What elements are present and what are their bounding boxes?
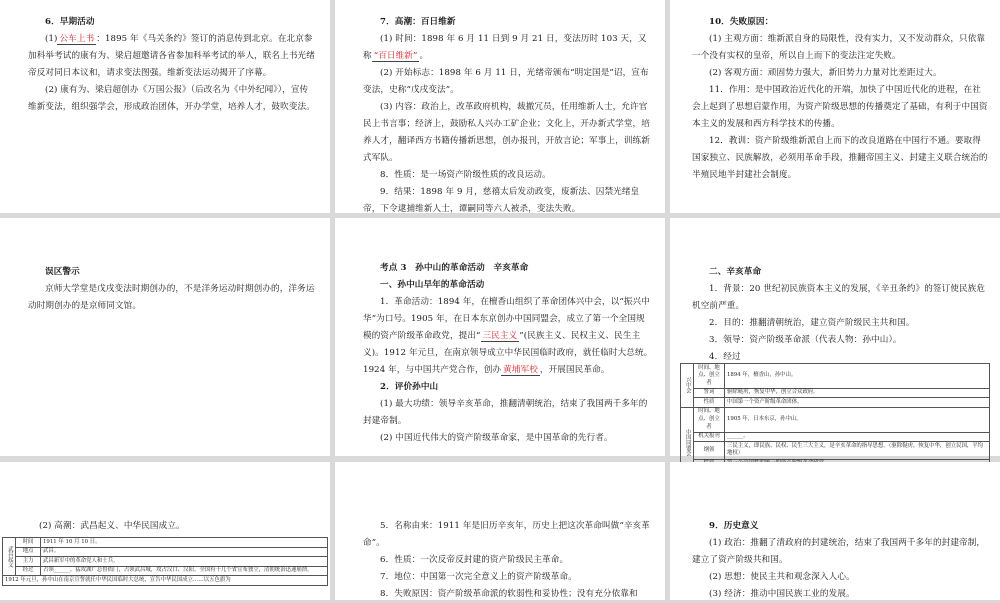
- slide-sun-yat-sen: [335, 218, 665, 456]
- table-row: 主力 武昌新军中的革命党人和士兵。: [3, 557, 328, 567]
- paragraph: 2．目的：推翻清朝统治，建立资产阶级民主共和国。: [709, 318, 915, 328]
- paragraph: 12．教训：资产阶级维新派自上而下的改良道路在中国行不通。要取得国家独立、民族解放，必须用革命手段，推翻帝国主义、封建主义联合统治的半殖民地半封建社会制度。: [692, 136, 988, 180]
- table-row: 武昌起义 时间 1911 年 10 月 10 日。: [3, 538, 328, 548]
- section-title: 7．高潮：百日维新: [380, 17, 456, 27]
- paragraph: (2) 高潮：武昌起义、中华民国成立。: [39, 521, 185, 531]
- fill-answer: 黄埔军校: [503, 365, 538, 375]
- fill-answer: 公车上书: [59, 34, 95, 44]
- table-row: 地点 武昌。: [3, 547, 328, 557]
- paragraph: 1．革命活动：1894 年，在檀香山组织了革命团体兴中会，以“振兴中华”为口号。1905 年，在日本东京创办中国同盟会，成立了第一个全国规模的资产阶级革命政党，提出“ 三民主义 ”(民族主义、民权主义、民生主义)。1912 年元旦，在南京领导成立中华民国临时政府，就任临时大总统。1924 年，与中国共产党合作，创办 黄埔军校 ，开展国民革命。: [363, 297, 653, 375]
- section-title: 10．失败原因：: [709, 17, 774, 27]
- paragraph: (1) 公车上书 ：1895 年《马关条约》签订的消息传到北京。在北京参加科举考试的康有为、梁启超邀请各省参加科举考试的举人，联名上书光绪帝反对同日本议和，请求变法图强。维新变法运动揭开了序幕。: [28, 34, 315, 78]
- paragraph: (2) 思想：使民主共和观念深入人心。: [709, 572, 855, 582]
- section-title: 二、辛亥革命: [709, 267, 762, 277]
- paragraph: 京师大学堂是戊戌变法时期创办的，不是洋务运动时期创办的，洋务运动时期创办的是京师同文馆。: [28, 284, 315, 311]
- paragraph: 6．性质：一次反帝反封建的资产阶级民主革命。: [380, 555, 569, 565]
- paragraph: 8．失败原因：资产阶级革命派的软弱性和妥协性；没有充分依靠和: [380, 589, 638, 599]
- table-row: 纲领 三民主义，即民族、民权、民生三大主义，是辛亥革命的指导思想。（驱除鞑虏，恢复中华，创立民国，平均地权）: [681, 442, 990, 459]
- subsection-title: 2．评价孙中山: [380, 382, 439, 392]
- paragraph: (2) 客观方面：顽固势力强大，新旧势力力量对比差距过大。: [709, 68, 942, 78]
- slide-wuchang-uprising: [0, 462, 330, 600]
- paragraph: 1．背景：20 世纪初民族资本主义的发展，《辛丑条约》的签订使民族危机空前严重。: [692, 284, 986, 311]
- paragraph: (3) 内容：政治上，改革政府机构，裁撤冗员，任用维新人士，允许官民上书言事；经济上，鼓励私人兴办工矿企业；文化上，开办新式学堂，培养人才，翻译西方书籍传播新思想，创办报刊，开放言论；军事上，训练新式军队。: [363, 102, 650, 163]
- slide-failure-reasons: [670, 0, 1000, 213]
- paragraph: (3) 经济：推动中国民族工业的发展。: [709, 589, 855, 599]
- fill-answer: 三民主义: [482, 331, 518, 341]
- paragraph: (1) 主观方面：维新派自身的局限性，没有实力，又不发动群众，只依靠一个没有实权的皇帝，所以自上而下的变法注定失败。: [692, 34, 986, 61]
- table-row: 经过 占领______，猛攻湖广总督衙门，占领武昌城，攻占汉口、汉阳。全国有十几个省宣布独立，清朝统治迅速崩溃。: [3, 566, 328, 576]
- paragraph: (1) 时间：1898 年 6 月 11 日到 9 月 21 日，变法历时 103 天，又称 “百日维新” 。: [363, 34, 647, 61]
- slide-historical-significance: [670, 462, 1000, 600]
- paragraph: 11．作用：是中国政治近代化的开端，加快了中国近代化的进程，在社会上起到了思想启蒙作用，为资产阶级思想的传播奠定了基础，有利于中国资本主义的发展和西方科学技术的传播。: [692, 85, 988, 129]
- paragraph: (2) 中国近代伟大的资产阶级革命家，是中国革命的先行者。: [380, 433, 613, 443]
- paragraph: 4．经过: [709, 352, 741, 362]
- paragraph: (1) 政治：推翻了清政府的封建统治，结束了我国两千多年的封建帝制，建立了资产阶级共和国。: [692, 538, 986, 565]
- group-label: 兴中会: [681, 364, 694, 408]
- section-title: 考点 3 孙中山的革命活动 辛亥革命: [380, 263, 529, 273]
- slide-early-activities: [0, 0, 330, 213]
- paragraph: (2) 康有为、梁启超创办《万国公报》（后改名为《中外纪闻》），宣传维新变法，组织强学会，形成政治团体，开办学堂，培养人才，鼓吹变法。: [28, 85, 315, 112]
- group-label: 武昌起义: [3, 538, 16, 576]
- paragraph: 3．领导：资产阶级革命派（代表人物：孙中山）。: [709, 335, 902, 345]
- section-title: 6．早期活动: [45, 17, 95, 27]
- section-title: 误区警示: [45, 267, 80, 277]
- slide-xinhai-revolution: [670, 218, 1000, 456]
- paragraph: 8．性质：是一场资产阶级性质的改良运动。: [380, 170, 551, 180]
- section-title: 9．历史意义: [709, 521, 759, 531]
- paragraph: (1) 最大功绩：领导辛亥革命，推翻清朝统治，结束了我国两千多年的封建帝制。: [363, 399, 648, 426]
- uprising-table: [2, 537, 328, 586]
- paragraph: (2) 开始标志：1898 年 6 月 11 日，光绪帝颁布“明定国是”诏，宣布变法，史称“戊戌变法”。: [363, 68, 649, 95]
- fill-answer: “百日维新”: [373, 51, 418, 61]
- table-row: 1912 年元旦，孙中山在南京宣誓就任中华民国临时大总统，宣告中华民国成立……以五色旗为: [3, 576, 328, 586]
- slide-misconception-warning: [0, 218, 330, 456]
- table-row: 誓词 驱除鞑虏，恢复中华，创立合众政府。: [681, 388, 990, 398]
- table-row: 兴中会 时间、地点、创立者 1894 年，檀香山，孙中山。: [681, 364, 990, 389]
- paragraph: 9．结果：1898 年 9 月，慈禧太后发动政变，废新法、囚禁光绪皇帝，下令逮捕维新人士，谭嗣同等六人被杀，变法失败。: [363, 187, 640, 214]
- paragraph: 7．地位：中国第一次完全意义上的资产阶级革命。: [380, 572, 577, 582]
- slide-hundred-days-reform: [335, 0, 665, 213]
- subsection-title: 一、孙中山早年的革命活动: [380, 280, 485, 290]
- paragraph: 5．名称由来：1911 年是旧历辛亥年，历史上把这次革命叫做“辛亥革命”。: [363, 521, 650, 548]
- table-row: 中国同盟会 时间、地点、创立者 1905 年，日本东京，孙中山。: [681, 407, 990, 432]
- slide-nature-and-failure: [335, 462, 665, 600]
- table-row: 性质 中国第一个资产阶级革命团体。: [681, 398, 990, 408]
- table-row: 机关报刊 ______。: [681, 432, 990, 442]
- group-label: 中国同盟会: [681, 407, 694, 478]
